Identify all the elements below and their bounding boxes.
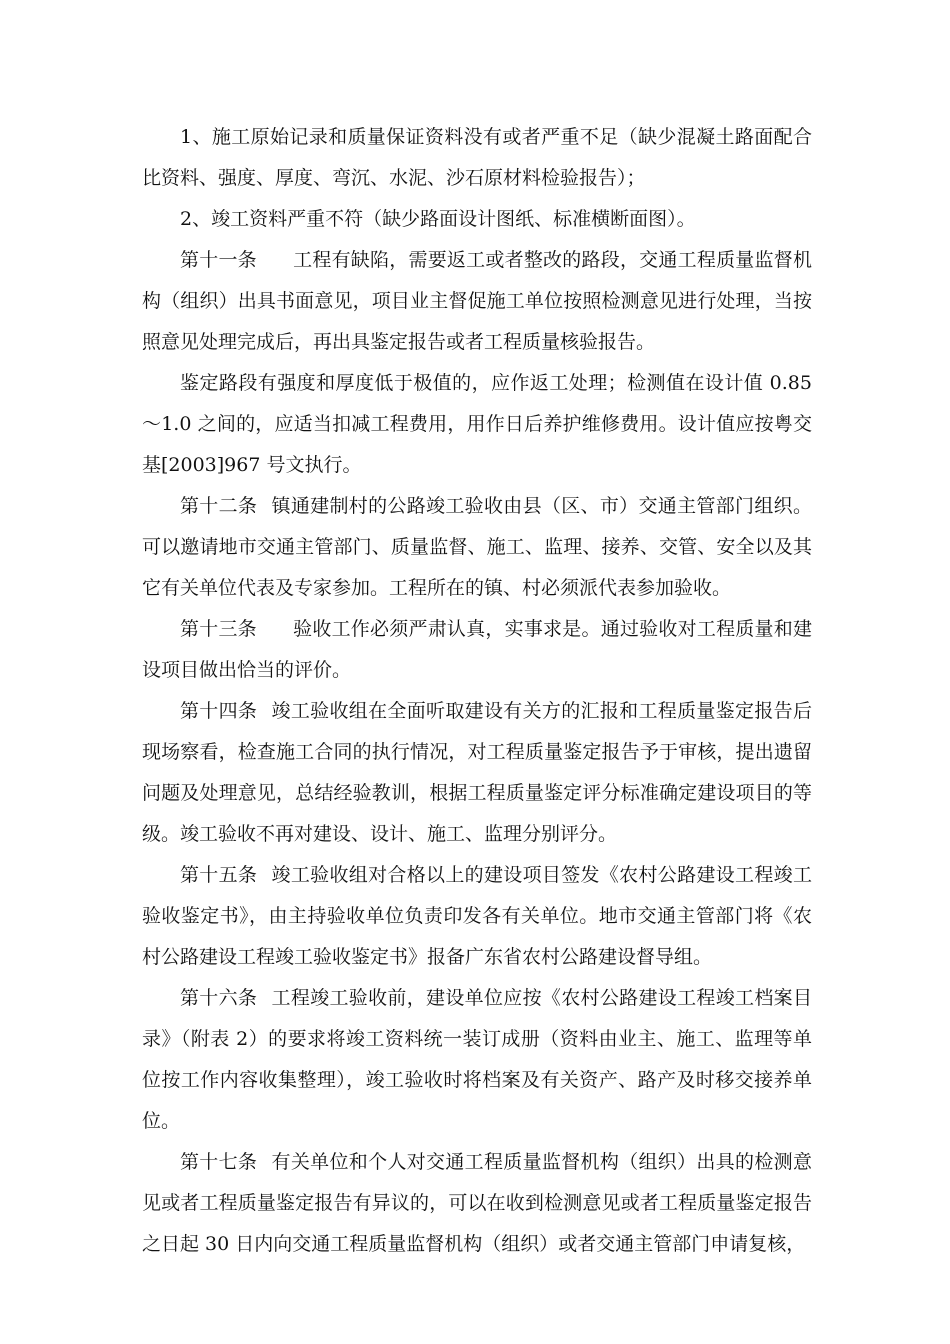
paragraph-item-2 bbox=[142, 199, 812, 240]
article-12 bbox=[142, 486, 812, 609]
article-number: 第十五条 bbox=[180, 864, 258, 886]
article-13 bbox=[142, 609, 812, 691]
article-text: 工程竣工验收前，建设单位应按《农村公路建设工程竣工档案目录》（附表 2）的要求将竣工资料统一装订成册（资料由业主、施工、监理等单位按工作内容收集整理），竣工验收时将档案及有关资产、路产及时移交接养单位。 bbox=[142, 987, 812, 1132]
article-text: 竣工验收组对合格以上的建设项目签发《农村公路建设工程竣工验收鉴定书》，由主持验收单位负责印发各有关单位。地市交通主管部门将《农村公路建设工程竣工验收鉴定书》报备广东省农村公路建设督导组。 bbox=[142, 864, 812, 968]
article-number: 第十三条 bbox=[180, 618, 257, 640]
article-number: 第十六条 bbox=[180, 987, 258, 1009]
article-14 bbox=[142, 691, 812, 855]
article-number: 第十四条 bbox=[180, 700, 258, 722]
article-text: 有关单位和个人对交通工程质量监督机构（组织）出具的检测意见或者工程质量鉴定报告有异议的，可以在收到检测意见或者工程质量鉴定报告之日起 30 日内向交通工程质量监督机构（组织）或者交通主管部门申请复核， bbox=[142, 1151, 812, 1255]
article-17 bbox=[142, 1142, 812, 1265]
paragraph-text: 1、施工原始记录和质量保证资料没有或者严重不足（缺少混凝土路面配合比资料、强度、厚度、弯沉、水泥、沙石原材料检验报告）； bbox=[142, 126, 812, 189]
article-16 bbox=[142, 978, 812, 1142]
article-15 bbox=[142, 855, 812, 978]
article-11-note bbox=[142, 363, 812, 486]
article-text: 镇通建制村的公路竣工验收由县（区、市）交通主管部门组织。可以邀请地市交通主管部门、质量监督、施工、监理、接养、交管、安全以及其它有关单位代表及专家参加。工程所在的镇、村必须派代表参加验收。 bbox=[142, 495, 812, 599]
document-body bbox=[142, 117, 812, 1265]
paragraph-item-1 bbox=[142, 117, 812, 199]
article-text: 验收工作必须严肃认真，实事求是。通过验收对工程质量和建设项目做出恰当的评价。 bbox=[142, 618, 812, 681]
paragraph-text: 鉴定路段有强度和厚度低于极值的，应作返工处理；检测值在设计值 0.85～1.0 之间的，应适当扣减工程费用，用作日后养护维修费用。设计值应按粤交基[2003]967 号文执行。 bbox=[142, 372, 812, 476]
article-text: 竣工验收组在全面听取建设有关方的汇报和工程质量鉴定报告后现场察看，检查施工合同的执行情况，对工程质量鉴定报告予于审核，提出遗留问题及处理意见，总结经验教训，根据工程质量鉴定评分标准确定建设项目的等级。竣工验收不再对建设、设计、施工、监理分别评分。 bbox=[142, 700, 812, 845]
article-text: 工程有缺陷，需要返工或者整改的路段，交通工程质量监督机构（组织）出具书面意见，项目业主督促施工单位按照检测意见进行处理，当按照意见处理完成后，再出具鉴定报告或者工程质量核验报告。 bbox=[142, 249, 812, 353]
article-number: 第十七条 bbox=[180, 1151, 258, 1173]
article-number: 第十一条 bbox=[180, 249, 257, 271]
article-number: 第十二条 bbox=[180, 495, 258, 517]
article-11 bbox=[142, 240, 812, 363]
paragraph-text: 2、竣工资料严重不符（缺少路面设计图纸、标准横断面图）。 bbox=[180, 208, 696, 230]
